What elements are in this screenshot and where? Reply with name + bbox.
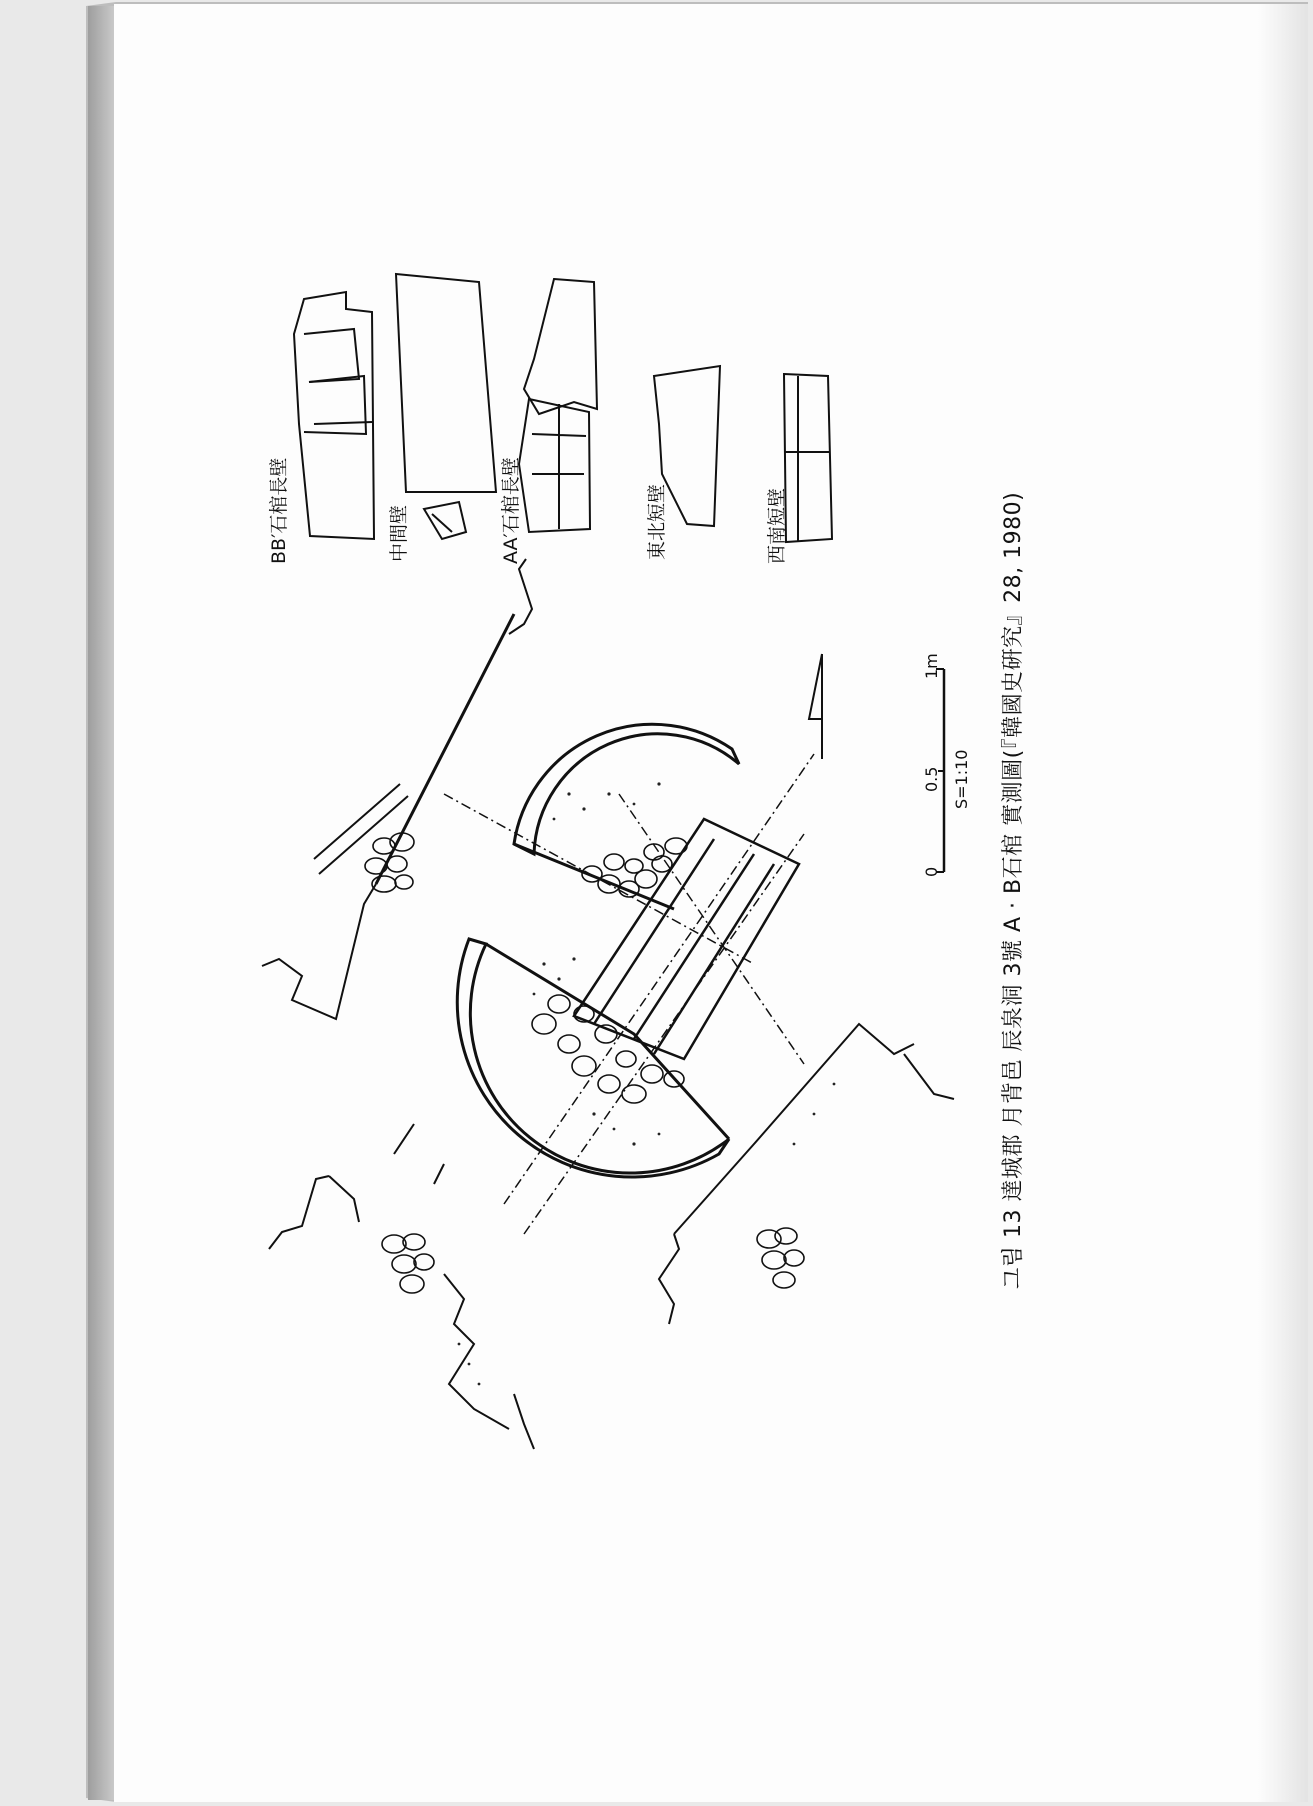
aa-long-wall-label: AA′石棺長壁	[500, 457, 522, 564]
section-line-1	[376, 614, 514, 884]
document-page	[114, 4, 1308, 1802]
stipple-texture	[458, 782, 836, 1385]
stone-fill	[365, 833, 804, 1293]
north-arrow-icon	[809, 654, 822, 759]
scale-tick-end: 1m	[922, 653, 941, 679]
excavation-drawing	[114, 4, 1308, 1802]
page-edge	[88, 6, 114, 1800]
section-profile-4	[659, 1234, 679, 1324]
scale-tick-mid: 0.5	[922, 766, 941, 792]
bb-long-wall-label: BB′石棺長壁	[268, 457, 290, 564]
middle-wall-label: 中間壁	[388, 504, 410, 562]
aa-long-wall-drawing	[519, 279, 597, 532]
scale-ratio: S=1:10	[952, 749, 971, 809]
figure-caption: 그림 13 達城郡 月背邑 辰泉洞 3號 A · B石棺 實測圖(『韓國史硏究』28, 1980)	[1001, 491, 1026, 1289]
middle-wall-drawing	[396, 274, 496, 539]
section-profile-2	[509, 559, 532, 634]
southwest-short-wall-label: 西南短壁	[766, 487, 788, 564]
bb-long-wall-drawing	[294, 292, 374, 539]
scale-tick-0: 0	[922, 866, 941, 877]
section-profile-3	[269, 1176, 329, 1249]
northeast-short-wall-label: 東北短壁	[646, 483, 668, 560]
southwest-short-wall-drawing	[784, 374, 832, 542]
coffin-half-circle-lower	[457, 939, 729, 1177]
section-profile-1	[262, 884, 376, 1019]
